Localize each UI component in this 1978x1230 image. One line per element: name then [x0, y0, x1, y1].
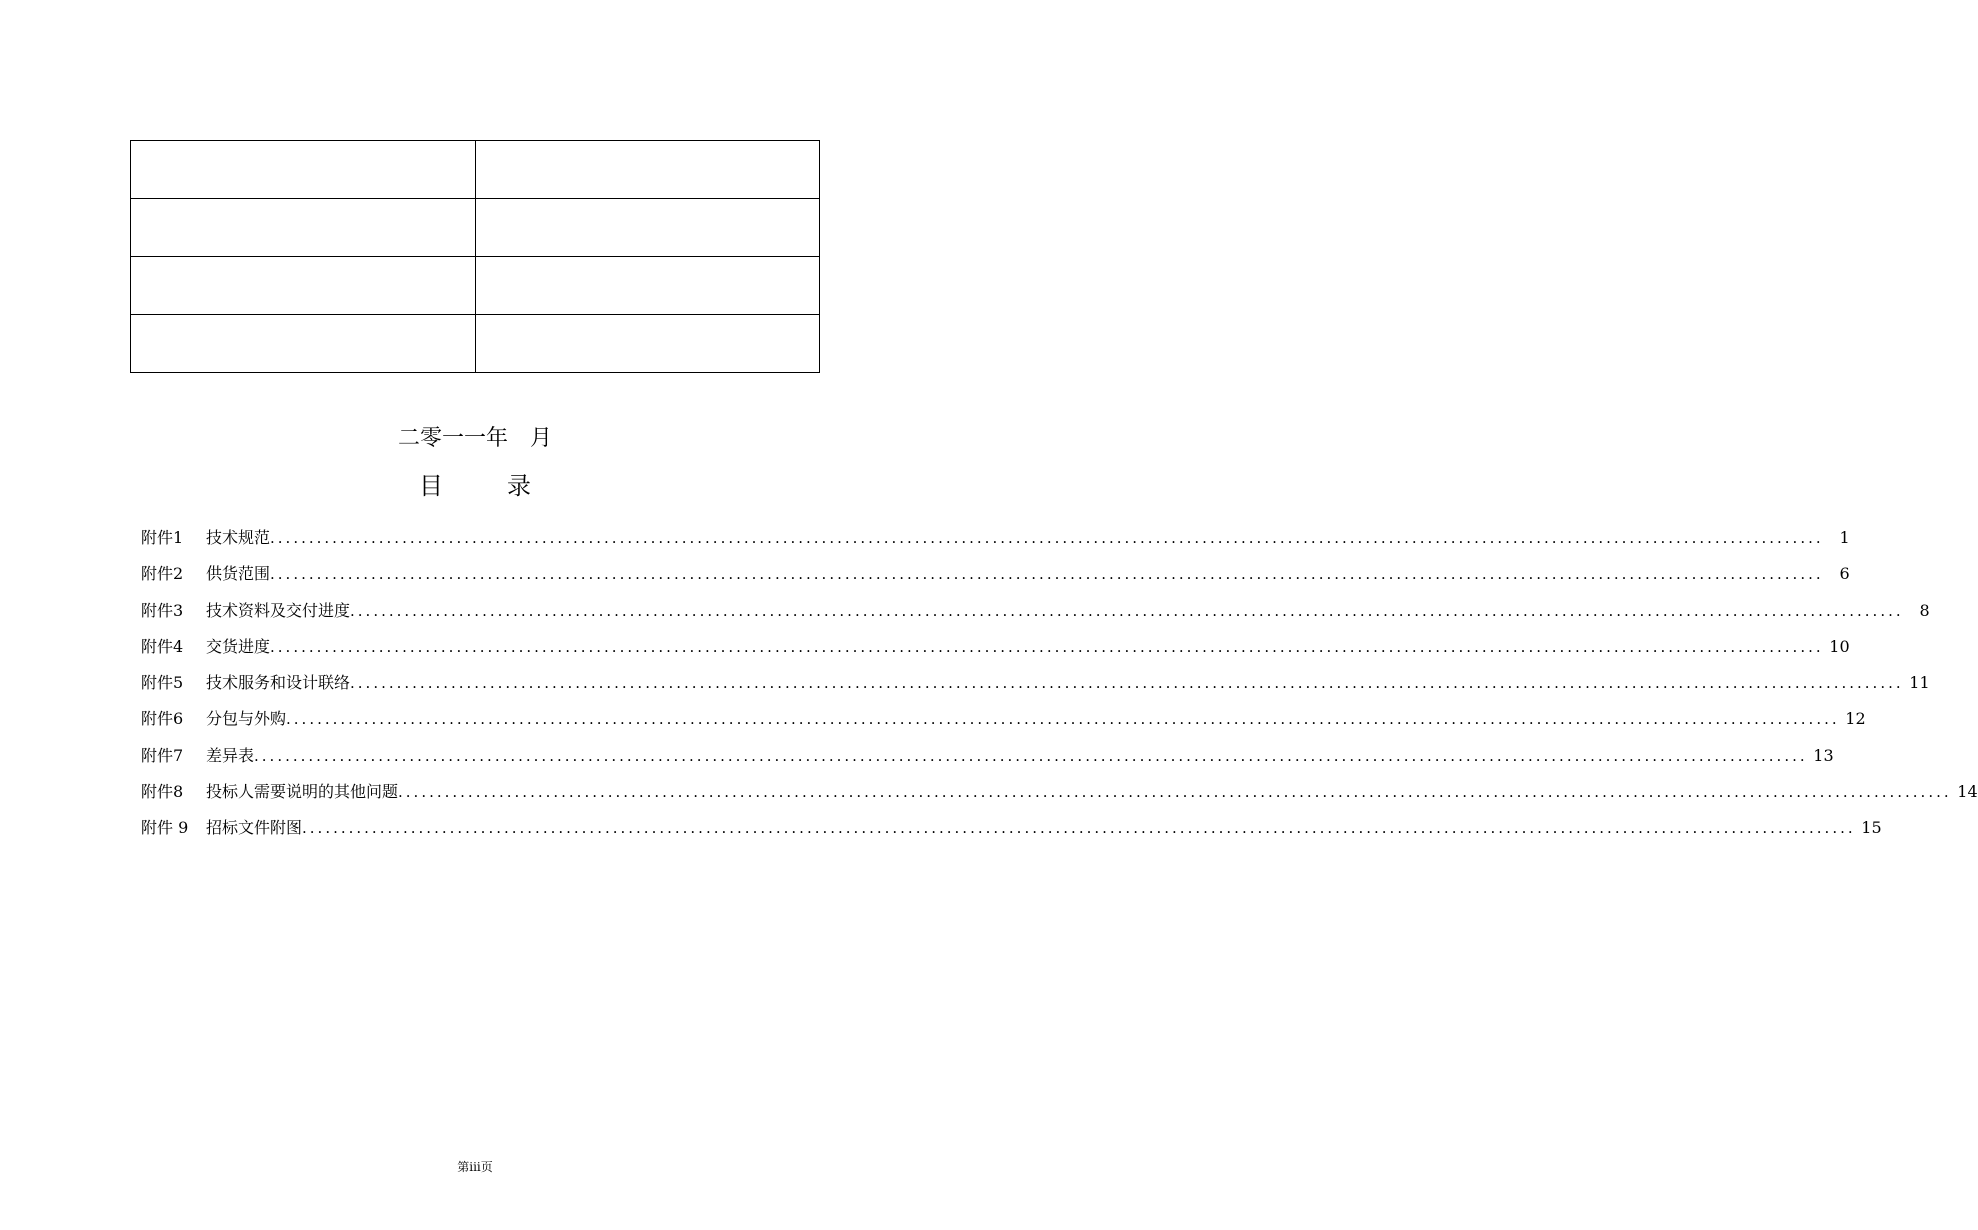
toc-entry-title[interactable]: 技术服务和设计联络 — [206, 673, 351, 693]
toc-entry-title[interactable]: 差异表 — [206, 745, 255, 765]
table-row — [131, 257, 820, 315]
toc-entry-title[interactable]: 技术规范 — [206, 528, 271, 547]
toc-leader-dots: ........................................................................................................................................................................................................ — [270, 565, 1824, 584]
toc-entry-label: 附件2 — [141, 564, 184, 584]
table-cell — [475, 199, 820, 257]
toc-entry[interactable] — [141, 556, 1850, 592]
toc-entry-page[interactable]: 14 — [1957, 782, 1978, 802]
toc-entry-title[interactable]: 招标文件附图 — [206, 818, 303, 838]
toc-leader-dots: ........................................................................................................................................................................................................ — [254, 746, 1808, 765]
toc-entry-label: 附件8 — [141, 782, 184, 802]
table-cell — [475, 141, 820, 199]
toc-entry[interactable] — [141, 738, 1834, 774]
table-of-contents — [141, 520, 1978, 847]
toc-entry-page[interactable]: 15 — [1861, 818, 1882, 838]
toc-entry-page[interactable]: 1 — [1839, 528, 1850, 547]
toc-entry-label: 附件1 — [141, 528, 184, 547]
toc-entry-page[interactable]: 10 — [1829, 636, 1850, 656]
table-cell — [475, 257, 820, 315]
toc-leader-dots: ........................................................................................................................................................................................................ — [350, 674, 1904, 693]
toc-entry-page[interactable]: 11 — [1909, 673, 1930, 693]
toc-entry[interactable] — [141, 810, 1882, 846]
toc-entry-label: 附件3 — [141, 600, 184, 620]
toc-entry-title[interactable]: 交货进度 — [206, 636, 271, 656]
table-cell — [131, 315, 476, 373]
toc-heading-left: 目 — [419, 472, 443, 500]
toc-entry[interactable] — [141, 520, 1850, 556]
toc-heading — [0, 470, 950, 502]
table-cell — [131, 199, 476, 257]
toc-entry[interactable] — [141, 701, 1866, 737]
table-row — [131, 199, 820, 257]
toc-entry-title[interactable]: 分包与外购 — [206, 709, 287, 729]
toc-entry-label: 附件4 — [141, 636, 184, 656]
toc-heading-right: 录 — [507, 472, 531, 500]
toc-entry-page[interactable]: 12 — [1845, 709, 1866, 729]
table-cell — [131, 257, 476, 315]
toc-entry[interactable] — [141, 774, 1978, 810]
table-row — [131, 315, 820, 373]
page-footer: 第iii页 — [457, 1160, 493, 1174]
toc-entry-label: 附件6 — [141, 709, 184, 729]
table-row — [131, 141, 820, 199]
toc-entry-page[interactable]: 8 — [1919, 600, 1930, 620]
toc-leader-dots: ........................................................................................................................................................................................................ — [270, 529, 1824, 547]
toc-entry-label: 附件 9 — [141, 818, 189, 838]
toc-leader-dots: ........................................................................................................................................................................................................ — [350, 601, 1904, 620]
toc-entry[interactable] — [141, 629, 1850, 665]
table-cell — [131, 141, 476, 199]
toc-entry-page[interactable]: 6 — [1839, 564, 1850, 584]
signature-table — [130, 140, 820, 373]
toc-leader-dots: ........................................................................................................................................................................................................ — [302, 819, 1856, 838]
toc-leader-dots: ........................................................................................................................................................................................................ — [270, 637, 1824, 656]
toc-leader-dots: ........................................................................................................................................................................................................ — [398, 783, 1952, 802]
date-line: 二零一一年 月 — [397, 426, 552, 451]
toc-entry[interactable] — [141, 665, 1930, 701]
toc-entry-title[interactable]: 投标人需要说明的其他问题 — [206, 782, 399, 802]
toc-leader-dots: ........................................................................................................................................................................................................ — [286, 710, 1840, 729]
toc-entry[interactable] — [141, 593, 1930, 629]
toc-entry-label: 附件5 — [141, 673, 184, 693]
toc-entry-page[interactable]: 13 — [1813, 745, 1834, 765]
toc-entry-title[interactable]: 技术资料及交付进度 — [206, 600, 351, 620]
toc-entry-label: 附件7 — [141, 745, 184, 765]
toc-entry-title[interactable]: 供货范围 — [206, 564, 271, 584]
table-cell — [475, 315, 820, 373]
